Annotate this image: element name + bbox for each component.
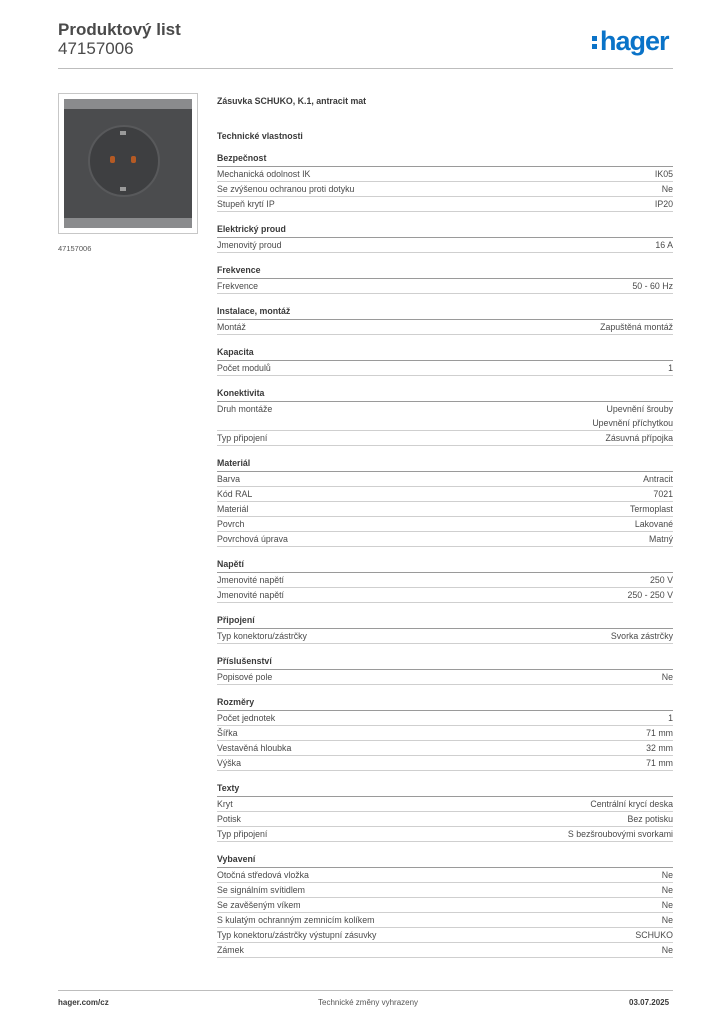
- section-title: Připojení: [217, 613, 673, 629]
- spec-row: [217, 741, 673, 756]
- spec-value: [662, 182, 673, 196]
- spec-row: [217, 279, 673, 294]
- spec-section: [217, 386, 673, 446]
- spec-label: Frekvence: [217, 281, 259, 291]
- spec-value-line: 71 mm: [646, 758, 673, 768]
- spec-label: Druh montáže: [217, 404, 273, 414]
- spec-value-line: SCHUKO: [635, 930, 673, 940]
- spec-section: [217, 151, 673, 212]
- spec-row: [217, 402, 673, 431]
- section-title: Rozměry: [217, 695, 673, 711]
- spec-value-line: Bez potisku: [627, 814, 673, 824]
- section-title: Frekvence: [217, 263, 673, 279]
- spec-row: [217, 517, 673, 532]
- spec-label: Počet modulů: [217, 363, 271, 373]
- spec-value-line: 250 - 250 V: [627, 590, 673, 600]
- spec-value-line: Termoplast: [629, 504, 673, 514]
- spec-row: [217, 913, 673, 928]
- hager-logo: [592, 26, 669, 57]
- spec-row: [217, 238, 673, 253]
- spec-label: Typ připojení: [217, 829, 268, 839]
- spec-value-line: Zapuštěná montáž: [600, 322, 673, 332]
- section-title: Příslušenství: [217, 654, 673, 670]
- section-title: Bezpečnost: [217, 151, 673, 167]
- section-title: Materiál: [217, 456, 673, 472]
- spec-value: [568, 827, 673, 841]
- spec-section: [217, 613, 673, 644]
- spec-section: [217, 222, 673, 253]
- spec-section: [217, 781, 673, 842]
- spec-label: Montáž: [217, 322, 246, 332]
- logo-text: hager: [600, 26, 669, 56]
- spec-value-line: S bezšroubovými svorkami: [567, 829, 673, 839]
- spec-value-line: 7021: [653, 489, 673, 499]
- spec-value: [611, 629, 673, 643]
- spec-value-line: Lakované: [634, 519, 673, 529]
- spec-value: [653, 487, 673, 501]
- spec-label: Zámek: [217, 945, 244, 955]
- spec-label: Potisk: [217, 814, 241, 824]
- footer-date: 03.07.2025: [629, 998, 670, 1007]
- product-code-header: 47157006: [58, 39, 134, 58]
- spec-label: Výška: [217, 758, 241, 768]
- spec-row: [217, 197, 673, 212]
- section-title: Texty: [217, 781, 673, 797]
- spec-value: [635, 517, 673, 531]
- spec-row: [217, 883, 673, 898]
- spec-value-line: Ne: [661, 885, 673, 895]
- spec-value-line: Matný: [649, 534, 673, 544]
- spec-label: Barva: [217, 474, 240, 484]
- spec-label: Stupeň krytí IP: [217, 199, 275, 209]
- spec-row: [217, 928, 673, 943]
- spec-value-line: Centrální krycí deska: [590, 799, 673, 809]
- footer-website: hager.com/cz: [58, 998, 109, 1007]
- spec-value: [668, 711, 673, 725]
- spec-value: [655, 197, 673, 211]
- spec-value-line: Svorka zástrčky: [610, 631, 673, 641]
- spec-row: [217, 756, 673, 771]
- spec-row: [217, 573, 673, 588]
- section-title: Elektrický proud: [217, 222, 673, 238]
- spec-value: [600, 320, 673, 334]
- spec-section: [217, 345, 673, 376]
- spec-value-line: 16 A: [655, 240, 673, 250]
- spec-label: S kulatým ochranným zemnicím kolíkem: [217, 915, 375, 925]
- footer-divider: [58, 990, 673, 991]
- spec-row: [217, 670, 673, 685]
- spec-value-line: Ne: [661, 945, 673, 955]
- spec-section: [217, 263, 673, 294]
- spec-value-line: Zásuvná přípojka: [605, 433, 673, 443]
- spec-section: [217, 695, 673, 771]
- spec-row: [217, 943, 673, 958]
- spec-label: Jmenovité napětí: [217, 575, 284, 585]
- spec-row: [217, 711, 673, 726]
- spec-row: [217, 629, 673, 644]
- spec-label: Jmenovitý proud: [217, 240, 282, 250]
- spec-value-line: Upevnění šrouby: [606, 404, 673, 414]
- spec-row: [217, 726, 673, 741]
- spec-label: Otočná středová vložka: [217, 870, 309, 880]
- spec-row: [217, 361, 673, 376]
- footer-note: Technické změny vyhrazeny: [318, 998, 419, 1007]
- header-divider: [58, 68, 673, 69]
- spec-row: [217, 868, 673, 883]
- section-title: Napětí: [217, 557, 673, 573]
- image-caption: 47157006: [58, 244, 92, 253]
- product-name: Zásuvka SCHUKO, K.1, antracit mat: [217, 96, 367, 106]
- spec-value: [662, 898, 673, 912]
- spec-row: [217, 797, 673, 812]
- spec-value: [662, 883, 673, 897]
- page-title: Produktový list: [58, 20, 181, 39]
- spec-row: [217, 182, 673, 197]
- socket-plate-icon: [64, 99, 192, 228]
- spec-label: Typ konektoru/zástrčky: [217, 631, 307, 641]
- spec-section: [217, 852, 673, 958]
- spec-label: Se signálním svítidlem: [217, 885, 306, 895]
- spec-value: [630, 502, 673, 516]
- spec-value-line: Antracit: [643, 474, 673, 484]
- section-title: Konektivita: [217, 386, 673, 402]
- spec-label: Se zvýšenou ochranou proti dotyku: [217, 184, 355, 194]
- tech-properties-heading: Technické vlastnosti: [217, 131, 303, 141]
- spec-value-line: 50 - 60 Hz: [632, 281, 673, 291]
- section-title: Vybavení: [217, 852, 673, 868]
- logo-dots-icon: [592, 33, 598, 52]
- spec-label: Povrchová úprava: [217, 534, 288, 544]
- spec-value-line: Upevnění příchytkou: [592, 418, 673, 428]
- spec-value-line: Ne: [661, 900, 673, 910]
- spec-label: Typ připojení: [217, 433, 268, 443]
- spec-row: [217, 472, 673, 487]
- spec-value-line: Ne: [661, 184, 673, 194]
- spec-value: [592, 402, 673, 430]
- spec-label: Kryt: [217, 799, 233, 809]
- section-title: Kapacita: [217, 345, 673, 361]
- spec-row: [217, 320, 673, 335]
- spec-value: [668, 361, 673, 375]
- spec-section: [217, 654, 673, 685]
- spec-row: [217, 812, 673, 827]
- spec-value: [646, 741, 673, 755]
- spec-row: [217, 167, 673, 182]
- spec-label: Povrch: [217, 519, 245, 529]
- spec-value-line: IK05: [654, 169, 673, 179]
- spec-value: [628, 588, 673, 602]
- spec-value: [643, 472, 673, 486]
- spec-value: [655, 238, 673, 252]
- spec-label: Se zavěšeným víkem: [217, 900, 301, 910]
- spec-value-line: Ne: [661, 870, 673, 880]
- spec-label: Počet jednotek: [217, 713, 276, 723]
- spec-value-line: 1: [668, 713, 673, 723]
- spec-label: Šířka: [217, 728, 238, 738]
- spec-value: [662, 868, 673, 882]
- spec-value: [606, 431, 673, 445]
- product-image: [58, 93, 198, 234]
- spec-value: [646, 756, 673, 770]
- spec-row: [217, 431, 673, 446]
- spec-value: [650, 573, 673, 587]
- spec-value-line: Ne: [661, 915, 673, 925]
- spec-row: [217, 487, 673, 502]
- spec-value: [590, 797, 673, 811]
- section-title: Instalace, montáž: [217, 304, 673, 320]
- spec-row: [217, 502, 673, 517]
- spec-value: [662, 913, 673, 927]
- spec-label: Vestavěná hloubka: [217, 743, 292, 753]
- spec-section: [217, 304, 673, 335]
- spec-label: Mechanická odolnost IK: [217, 169, 311, 179]
- spec-value: [662, 943, 673, 957]
- spec-value: [632, 279, 673, 293]
- spec-row: [217, 827, 673, 842]
- spec-value: [649, 532, 673, 546]
- spec-row: [217, 532, 673, 547]
- spec-label: Kód RAL: [217, 489, 253, 499]
- spec-row: [217, 898, 673, 913]
- spec-section: [217, 557, 673, 603]
- spec-value: [655, 167, 673, 181]
- spec-label: Jmenovité napětí: [217, 590, 284, 600]
- spec-value-line: 32 mm: [646, 743, 673, 753]
- spec-value-line: 250 V: [650, 575, 673, 585]
- spec-value-line: IP20: [654, 199, 673, 209]
- spec-value-line: Ne: [661, 672, 673, 682]
- spec-value: [635, 928, 673, 942]
- spec-value: [662, 670, 673, 684]
- spec-label: Materiál: [217, 504, 249, 514]
- spec-label: Popisové pole: [217, 672, 273, 682]
- spec-value-line: 71 mm: [646, 728, 673, 738]
- spec-row: [217, 588, 673, 603]
- spec-label: Typ konektoru/zástrčky výstupní zásuvky: [217, 930, 377, 940]
- spec-value-line: 1: [668, 363, 673, 373]
- spec-value: [646, 726, 673, 740]
- specs-table: [217, 151, 673, 968]
- spec-section: [217, 456, 673, 547]
- spec-value: [628, 812, 673, 826]
